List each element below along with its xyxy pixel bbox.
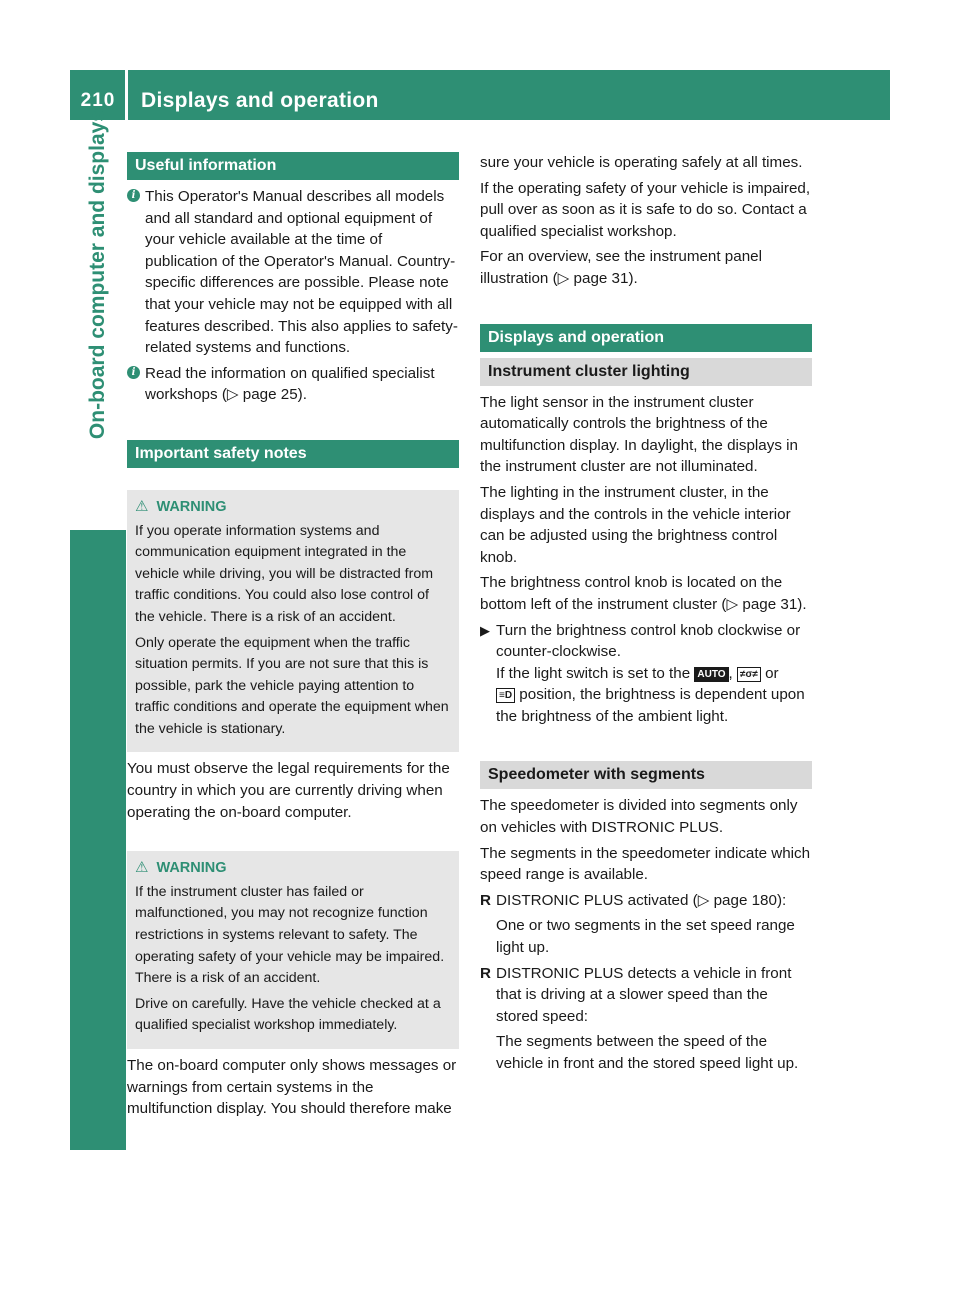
warning-box [127, 851, 459, 1049]
warning-triangle-icon: ⚠ [135, 859, 149, 877]
bullet-subtext: The segments between the speed of the vehicle in front and the stored speed light up. [496, 1033, 799, 1072]
info-icon: i [127, 189, 140, 202]
info-text: Read the information on qualified specialist workshops (▷ page 25). [145, 364, 435, 404]
low-beam-icon: ≡D [496, 688, 515, 703]
bullet-text: DISTRONIC PLUS activated (▷ page 180): [496, 891, 787, 909]
bullet-item [480, 963, 812, 1075]
info-note [127, 363, 459, 406]
bullet-text: DISTRONIC PLUS detects a vehicle in front that is driving at a slower speed than the stored speed: [496, 964, 792, 1025]
chapter-tab-label: On-board computer and displays [86, 110, 109, 440]
instruction-step: ▶ Turn the brightness control knob clockwise or counter-clockwise. If the light switch is set to the AUTO , ≠σ≠ or ≡D position, the brightness is dependent upon the brightness of the ambient light. [480, 621, 805, 725]
warning-text: If the instrument cluster has failed or malfunctioned, you may not recognize function restrictions in systems relevant to safety. The operating safety of your vehicle may be impaired. There is a risk of an accident. [135, 883, 445, 987]
body-paragraph: The speedometer is divided into segments only on vehicles with DISTRONIC PLUS. [480, 797, 798, 837]
bullet-r-icon: R [480, 964, 491, 982]
info-icon: i [127, 366, 140, 379]
auto-light-icon: AUTO [694, 667, 728, 682]
body-paragraph: If the operating safety of your vehicle is impaired, pull over as soon as it is safe to do so. Contact a qualified specialist workshop. [480, 179, 811, 240]
body-paragraph: For an overview, see the instrument panel illustration (▷ page 31). [480, 248, 762, 287]
warning-text: Only operate the equipment when the traffic situation permits. If you are not sure that this is possible, park the vehicle paying attention to traffic conditions and operate the equipment when the vehicle is stationary. [135, 634, 449, 737]
useful-information-heading: Useful information [127, 152, 459, 180]
displays-and-operation-heading: Displays and operation [480, 324, 812, 352]
parking-light-icon: ≠σ≠ [737, 667, 761, 682]
instrument-cluster-lighting-heading: Instrument cluster lighting [480, 358, 812, 386]
body-paragraph: The light sensor in the instrument cluster automatically controls the brightness of the multifunction display. In daylight, the displays in the instrument cluster are not illuminated. [480, 393, 798, 476]
warning-triangle-icon: ⚠ [135, 497, 149, 515]
body-paragraph: The lighting in the instrument cluster, in the displays and the controls in the vehicle interior can be adjusted using the brightness control knob. [480, 483, 791, 566]
chapter-tab-block [70, 530, 126, 1150]
header-divider [125, 70, 128, 120]
body-paragraph: The on-board computer only shows messages or warnings from certain systems in the multifunction display. You should therefore make [127, 1057, 457, 1118]
instruction-text: Turn the brightness control knob clockwise or counter-clockwise. [496, 621, 801, 661]
switch-text-post: position, the brightness is dependent upon the brightness of the ambient light. [496, 686, 805, 725]
warning-box [127, 490, 459, 753]
body-paragraph: The brightness control knob is located on the bottom left of the instrument cluster (▷ page 31). [480, 574, 807, 613]
bullet-r-icon: R [480, 891, 491, 909]
or-text: or [765, 664, 779, 682]
right-column [480, 152, 812, 1079]
warning-title: WARNING [156, 860, 227, 877]
left-column [127, 152, 459, 1124]
warning-text: If you operate information systems and communication equipment integrated in the vehicle while driving, you will be distracted from traffic conditions. You could also lose control of the vehicle. There is a risk of an accident. [135, 522, 434, 625]
bullet-subtext: One or two segments in the set speed range light up. [496, 917, 795, 957]
bullet-item [480, 890, 812, 959]
page-title: Displays and operation [141, 89, 379, 112]
warning-title: WARNING [156, 498, 227, 515]
body-paragraph: sure your vehicle is operating safely at all times. [480, 154, 803, 171]
info-note [127, 186, 459, 359]
body-paragraph: The segments in the speedometer indicate which speed range is available. [480, 844, 811, 884]
arrow-right-icon: ▶ [480, 622, 490, 638]
switch-text-pre: If the light switch is set to the [496, 664, 691, 682]
important-safety-notes-heading: Important safety notes [127, 440, 459, 468]
body-paragraph: You must observe the legal requirements for the country in which you are currently driving when operating the on-board computer. [127, 760, 450, 821]
speedometer-segments-heading: Speedometer with segments [480, 761, 812, 789]
info-text: This Operator's Manual describes all models and all standard and optional equipment of your vehicle available at the time of publication of the Operator's Manual. Country-specific differences are possible. Please note that your vehicle may not be equipped with all features described. This also applies to safety-related systems and functions. [145, 188, 458, 357]
page-number: 210 [80, 90, 116, 111]
warning-text: Drive on carefully. Have the vehicle checked at a qualified specialist workshop immediately. [135, 995, 441, 1034]
